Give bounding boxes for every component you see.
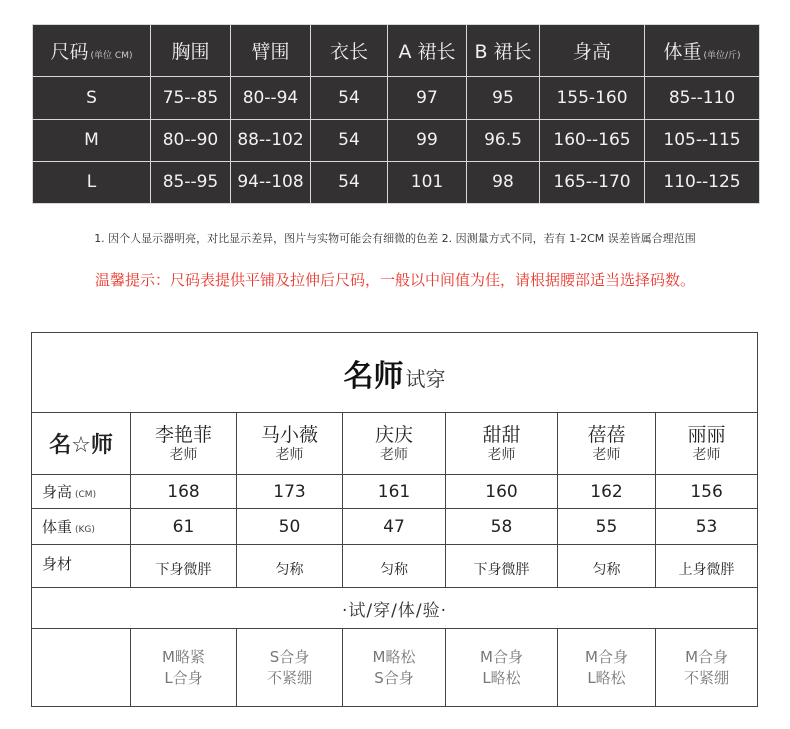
weight-value: 58 <box>446 509 558 545</box>
size-cell: 54 <box>311 161 388 203</box>
size-row-s <box>33 77 760 119</box>
size-row-l <box>33 161 760 203</box>
size-chart-header-row <box>33 25 760 77</box>
size-header-cell: 体重 (单位/斤) <box>645 25 760 77</box>
size-cell: L <box>33 161 151 203</box>
size-cell: M <box>33 119 151 161</box>
tryon-experience-row <box>32 588 758 629</box>
height-label: 身高 <box>42 483 73 501</box>
size-cell: 95 <box>467 77 540 119</box>
tryon-table <box>31 332 758 707</box>
model-role: 老师 <box>380 446 408 463</box>
weight-value: 55 <box>558 509 656 545</box>
result-line: M略紧 <box>162 647 205 666</box>
measurement-notes: 1. 因个人显示器明亮，对比显示差异，图片与实物可能会有细微的色差 2. 因测量方式不同，若有 1-2CM 误差皆属合理范围 <box>94 232 696 245</box>
size-cell: 80--90 <box>151 119 231 161</box>
size-cell: 97 <box>388 77 467 119</box>
size-cell: 88--102 <box>231 119 311 161</box>
shape-value: 匀称 <box>558 545 656 588</box>
shape-value: 下身微胖 <box>446 545 558 588</box>
result-cell <box>237 629 343 707</box>
model-role: 老师 <box>692 446 721 463</box>
model-cell <box>656 413 758 475</box>
height-label-cell <box>32 475 131 509</box>
height-value: 161 <box>343 475 446 509</box>
size-cell: 160--165 <box>540 119 645 161</box>
experience-title: ·试/穿/体/验· <box>32 588 758 629</box>
weight-value: 61 <box>131 509 237 545</box>
result-line: S合身 <box>269 647 310 666</box>
result-line: M略松 <box>372 647 416 666</box>
height-value: 162 <box>558 475 656 509</box>
size-header-cell: A 裙长 <box>388 25 467 77</box>
weight-unit: (KG) <box>75 525 95 535</box>
size-cell: 94--108 <box>231 161 311 203</box>
size-header-cell: 尺码 (单位 CM) <box>33 25 151 77</box>
size-cell: S <box>33 77 151 119</box>
size-cell: 155-160 <box>540 77 645 119</box>
weight-value: 50 <box>237 509 343 545</box>
height-value: 156 <box>656 475 758 509</box>
shape-value: 下身微胖 <box>131 545 237 588</box>
tryon-title-main: 名师 <box>343 358 404 394</box>
result-line: 不紧绷 <box>266 668 312 687</box>
model-name: 马小薇 <box>260 423 318 446</box>
tryon-title <box>32 333 758 413</box>
model-name: 丽丽 <box>687 423 726 446</box>
model-cell <box>446 413 558 475</box>
tryon-weight-row <box>32 509 758 545</box>
size-cell: 105--115 <box>645 119 760 161</box>
size-header-cell: 衣长 <box>311 25 388 77</box>
model-name: 李艳菲 <box>154 423 212 446</box>
size-cell: 75--85 <box>151 77 231 119</box>
result-cell <box>558 629 656 707</box>
name-label: 名☆师 <box>49 433 113 458</box>
size-cell: 165--170 <box>540 161 645 203</box>
shape-value: 匀称 <box>343 545 446 588</box>
weight-value: 53 <box>656 509 758 545</box>
size-cell: 85--110 <box>645 77 760 119</box>
size-header-cell: 臂围 <box>231 25 311 77</box>
result-line: L略松 <box>587 668 626 687</box>
height-unit: (CM) <box>75 490 97 500</box>
height-value: 160 <box>446 475 558 509</box>
model-name: 庆庆 <box>374 423 413 446</box>
model-role: 老师 <box>592 446 621 463</box>
result-line: L略松 <box>482 668 521 687</box>
model-name: 蓓蓓 <box>587 423 626 446</box>
shape-label: 身材 <box>42 555 73 573</box>
shape-label-cell <box>32 545 131 588</box>
size-cell: 54 <box>311 77 388 119</box>
model-cell <box>558 413 656 475</box>
size-header-cell: 身高 <box>540 25 645 77</box>
size-cell: 101 <box>388 161 467 203</box>
result-cell <box>656 629 758 707</box>
size-cell: 99 <box>388 119 467 161</box>
model-role: 老师 <box>275 446 304 463</box>
model-role: 老师 <box>169 446 198 463</box>
result-line: M合身 <box>685 647 729 666</box>
weight-value: 47 <box>343 509 446 545</box>
model-cell <box>237 413 343 475</box>
tryon-result-row <box>32 629 758 707</box>
size-cell: 110--125 <box>645 161 760 203</box>
height-value: 168 <box>131 475 237 509</box>
shape-value: 上身微胖 <box>656 545 758 588</box>
result-line: 不紧绷 <box>684 668 730 687</box>
size-cell: 96.5 <box>467 119 540 161</box>
result-line: L合身 <box>164 668 203 687</box>
tryon-names-row <box>32 413 758 475</box>
size-chart-table <box>32 24 760 204</box>
size-cell: 98 <box>467 161 540 203</box>
model-name: 甜甜 <box>482 423 521 446</box>
result-line: M合身 <box>480 647 523 666</box>
size-cell: 85--95 <box>151 161 231 203</box>
tryon-shape-row <box>32 545 758 588</box>
name-label-cell <box>32 413 131 475</box>
shape-value: 匀称 <box>237 545 343 588</box>
result-cell <box>343 629 446 707</box>
size-cell: 54 <box>311 119 388 161</box>
size-tip: 温馨提示：尺码表提供平铺及拉伸后尺码，一般以中间值为佳，请根据腰部适当选择码数。 <box>94 271 695 289</box>
size-header-cell: B 裙长 <box>467 25 540 77</box>
result-cell <box>131 629 237 707</box>
size-cell: 80--94 <box>231 77 311 119</box>
model-cell <box>343 413 446 475</box>
model-cell <box>131 413 237 475</box>
tryon-title-sub: 试穿 <box>405 366 446 391</box>
result-line: M合身 <box>585 647 628 666</box>
size-row-m <box>33 119 760 161</box>
result-line: S合身 <box>374 668 414 687</box>
size-header-cell: 胸围 <box>151 25 231 77</box>
height-value: 173 <box>237 475 343 509</box>
weight-label-cell <box>32 509 131 545</box>
tryon-title-row <box>32 333 758 413</box>
model-role: 老师 <box>487 446 516 463</box>
tryon-height-row <box>32 475 758 509</box>
result-cell <box>446 629 558 707</box>
result-empty-cell <box>32 629 131 707</box>
weight-label: 体重 <box>42 518 73 536</box>
